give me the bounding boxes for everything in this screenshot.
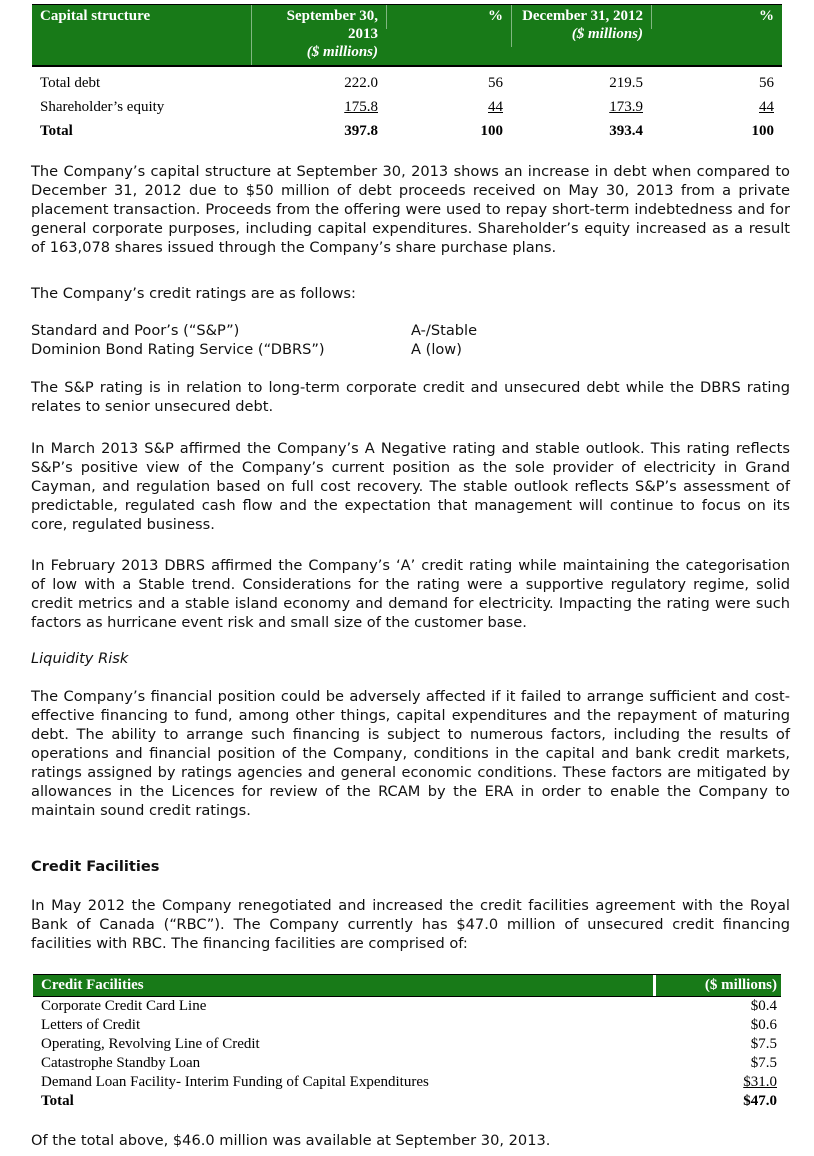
capital-structure-table-header — [32, 4, 782, 67]
table-row-total: Total 397.8 100 393.4 100 — [40, 123, 774, 139]
credit-facilities-table — [33, 974, 781, 1111]
paragraph-liquidity: The Company’s financial position could be adversely affected if it failed to arrange sufficient and cost-effective financing to fund, among other things, capital expenditures and the repayment of maturing debt. The ability to arrange such financing is subject to numerous factors, including the results of operations and financial position of the Company, conditions in the capital and bank credit markets, ratings assigned by ratings agencies and general economic conditions. These factors are mitigated by allowances in the Licences for review of the RCAM by the ERA in order to enable the Company to maintain sound credit ratings. — [31, 688, 790, 819]
table-row: Operating, Revolving Line of Credit $7.5 — [41, 1036, 777, 1052]
credit-facilities-table-header — [33, 974, 781, 997]
header-december-2012: December 31, 2012 ($ millions) — [511, 5, 651, 47]
paragraph-rbc: In May 2012 the Company renegotiated and increased the credit facilities agreement with the Royal Bank of Canada (“RBC”). The Company currently has $47.0 million of unsecured credit financing facilities with RBC. The financing facilities are comprised of: — [31, 897, 790, 952]
table-row: Corporate Credit Card Line $0.4 — [41, 998, 777, 1014]
table-row: Total debt 222.0 56 219.5 56 — [40, 75, 774, 91]
header-percent-1: % — [386, 5, 511, 29]
header-millions: ($ millions) — [653, 975, 781, 996]
list-item: Standard and Poor’s (“S&P”) A-/Stable — [31, 322, 478, 339]
heading-credit-facilities: Credit Facilities — [31, 858, 160, 875]
table-row: Letters of Credit $0.6 — [41, 1017, 777, 1033]
header-capital-structure: Capital structure — [40, 8, 151, 24]
capital-structure-table — [32, 4, 782, 146]
table-row: Catastrophe Standby Loan $7.5 — [41, 1055, 777, 1071]
credit-ratings-list — [31, 321, 790, 359]
paragraph-capital-structure: The Company’s capital structure at September 30, 2013 shows an increase in debt when compared to December 31, 2012 due to $50 million of debt proceeds received on May 30, 2013 from a private placement transaction. Proceeds from the offering were used to repay short-term indebtedness and for general corporate purposes, including capital expenditures. Shareholder’s equity increased as a result of 163,078 shares issued through the Company’s share purchase plans. — [31, 163, 790, 256]
header-september-2013: September 30, 2013 ($ millions) — [251, 5, 386, 65]
table-row-total: Total $47.0 — [41, 1093, 777, 1109]
header-percent-2: % — [651, 5, 782, 29]
capital-structure-table-body — [32, 67, 782, 146]
paragraph-closing: Of the total above, $46.0 million was available at September 30, 2013. — [31, 1132, 551, 1149]
table-row: Demand Loan Facility- Interim Funding of Capital Expenditures $31.0 — [41, 1074, 777, 1090]
list-item: Dominion Bond Rating Service (“DBRS”) A (low) — [31, 341, 462, 358]
paragraph-ratings-intro: The Company’s credit ratings are as follows: — [31, 285, 356, 302]
paragraph-february-2013: In February 2013 DBRS affirmed the Company’s ‘A’ credit rating while maintaining the categorisation of low with a Stable trend. Considerations for the rating were a supportive regulatory regime, solid credit metrics and a stable island economy and demand for electricity. Impacting the rating were such factors as hurricane event risk and small size of the customer base. — [31, 557, 790, 631]
table-row: Shareholder’s equity 175.8 44 173.9 44 — [40, 99, 774, 115]
heading-liquidity-risk: Liquidity Risk — [31, 650, 129, 667]
header-credit-facilities: Credit Facilities — [41, 977, 144, 993]
paragraph-sp-dbrs-note: The S&P rating is in relation to long-term corporate credit and unsecured debt while the DBRS rating relates to senior unsecured debt. — [31, 379, 790, 415]
paragraph-march-2013: In March 2013 S&P affirmed the Company’s A Negative rating and stable outlook. This rating reflects S&P’s positive view of the Company’s current position as the sole provider of electricity in Grand Cayman, and regulation based on full cost recovery. The stable outlook reflects S&P’s assessment of predictable, regulated cash flow and the expectation that management will continue to focus on its core, regulated business. — [31, 440, 790, 533]
